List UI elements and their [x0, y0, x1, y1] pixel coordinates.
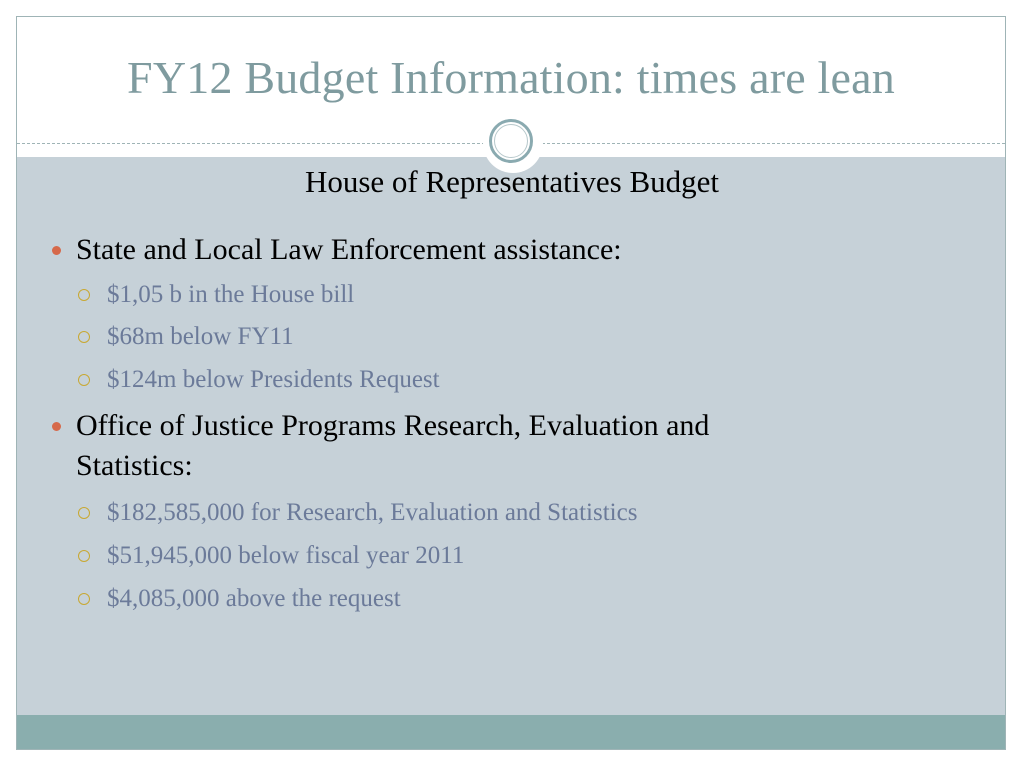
sub-bullet-ring-icon	[78, 331, 90, 343]
sub-bullet-item	[107, 539, 464, 573]
sub-bullet-item	[107, 496, 637, 530]
sub-bullet-text: $68m below FY11	[107, 323, 294, 350]
bullet-item	[76, 406, 709, 486]
sub-bullet-item	[107, 363, 440, 397]
bullet-text: State and Local Law Enforcement assistance:	[76, 233, 622, 266]
sub-bullet-item	[107, 278, 354, 312]
divider-inner-ring	[494, 124, 528, 158]
sub-bullet-ring-icon	[78, 593, 90, 605]
sub-bullet-text: $124m below Presidents Request	[107, 366, 440, 393]
sub-bullet-ring-icon	[78, 374, 90, 386]
sub-bullet-item	[107, 320, 294, 354]
sub-bullet-ring-icon	[78, 507, 90, 519]
sub-bullet-text: $182,585,000 for Research, Evaluation and Statistics	[107, 499, 638, 526]
bullet-text-line-2: Statistics:	[76, 449, 193, 482]
bullet-item	[76, 230, 622, 270]
sub-bullet-text: $4,085,000 above the request	[107, 585, 401, 612]
slide-title: FY12 Budget Information: times are lean	[127, 52, 895, 103]
sub-bullet-ring-icon	[78, 550, 90, 562]
sub-bullet-item	[107, 582, 401, 616]
bullet-dot-icon	[52, 246, 61, 255]
sub-bullet-text: $1,05 b in the House bill	[107, 281, 355, 308]
sub-bullet-text: $51,945,000 below fiscal year 2011	[107, 542, 465, 569]
bullet-dot-icon	[52, 422, 61, 431]
slide-subtitle: House of Representatives Budget	[304, 164, 720, 199]
bullet-text-line-1: Office of Justice Programs Research, Evaluation and	[76, 409, 710, 442]
footer-bar	[17, 715, 1005, 750]
sub-bullet-ring-icon	[78, 289, 90, 301]
